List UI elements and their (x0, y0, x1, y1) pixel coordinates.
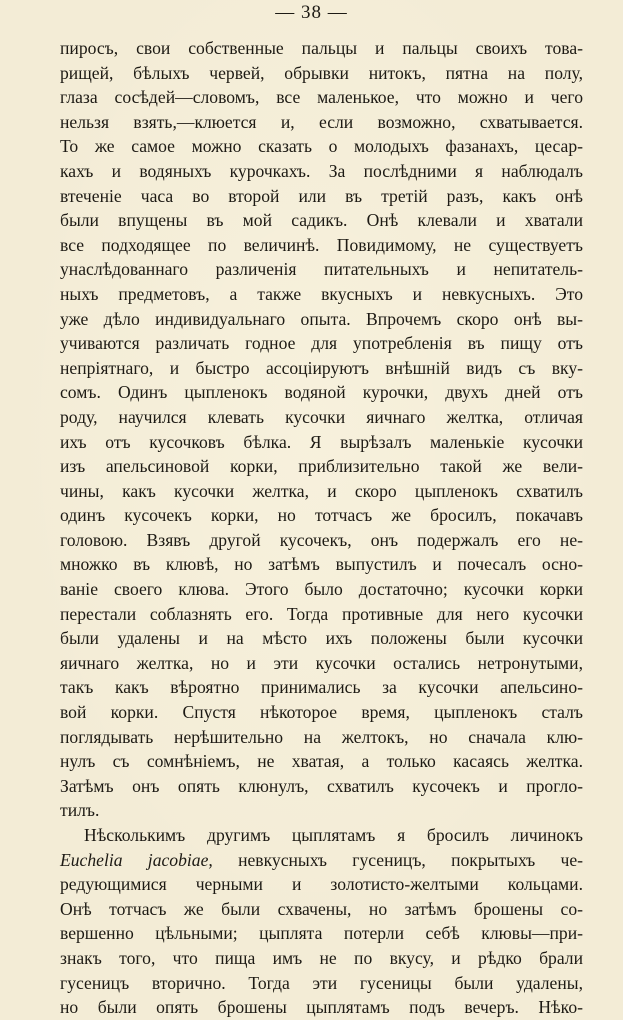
text-line: одинъ кусочекъ корки, но тотчасъ же бросилъ, покачавъ (60, 505, 583, 526)
text-line: были впущены въ мой садикъ. Онѣ клевали и хватали (60, 210, 583, 231)
species-line-rest: невкусныхъ гусеницъ, покрытыхъ че- (212, 849, 583, 870)
text-line: втеченіе часа во второй или въ третій разъ, какъ онѣ (60, 185, 583, 206)
text-line: рищей, бѣлыхъ червей, обрывки нитокъ, пятна на полу, (60, 62, 583, 83)
species-line (60, 848, 583, 873)
text-line: чины, какъ кусочки желтка, и скоро цыпленокъ схватилъ (60, 480, 583, 501)
text-line: уже дѣло индивидуальнаго опыта. Впрочемъ скоро онѣ вы- (60, 308, 583, 329)
text-line: То же самое можно сказать о молодыхъ фазанахъ, цесар- (60, 136, 583, 157)
text-line: ныхъ предметовъ, а также вкусныхъ и невкусныхъ. Это (60, 283, 583, 304)
text-line: непріятнаго, и быстро ассоціируютъ внѣшній видъ съ вку- (60, 357, 583, 378)
text-line: нулъ съ сомнѣніемъ, не хватая, а только касаясь желтка. (60, 751, 583, 772)
text-line: гусеницъ вторично. Тогда эти гусеницы были удалены, (60, 972, 583, 993)
text-line: глаза сосѣдей—словомъ, все маленькое, что можно и чего (60, 87, 583, 108)
text-line: кахъ и водяныхъ курочкахъ. За послѣдними я наблюдалъ (60, 160, 583, 181)
species-name: Euchelia jacobiae, (60, 849, 213, 870)
text-line: Затѣмъ онъ опять клюнулъ, схватилъ кусочекъ и прогло- (60, 775, 583, 796)
text-line: головою. Взявъ другой кусочекъ, онъ подержалъ его не- (60, 529, 583, 550)
text-line: нельзя взять,—клюется и, если возможно, схватывается. (60, 111, 583, 132)
text-line: пиросъ, свои собственные пальцы и пальцы своихъ това- (60, 38, 583, 58)
text-line: унаслѣдованнаго различенія питательныхъ и непитатель- (60, 259, 583, 280)
text-line: такъ какъ вѣроятно принимались за кусочки апельсино- (60, 677, 583, 698)
text-line: редующимися черными и золотисто-желтыми кольцами. (60, 874, 583, 895)
text-line: поглядывать нерѣшительно на желтокъ, но сначала клю- (60, 726, 583, 747)
text-line: ихъ отъ кусочковъ бѣлка. Я вырѣзалъ маленькіе кусочки (60, 431, 583, 452)
body-text (60, 36, 583, 1020)
text-line: вершенно цѣльными; цыплята потерли себѣ клювы—при- (60, 923, 583, 944)
text-line: роду, научился клевать кусочки яичнаго желтка, отличая (60, 406, 583, 427)
text-line: знакъ того, что пища имъ не по вкусу, и рѣдко брали (60, 947, 583, 968)
text-line: изъ апельсиновой корки, приблизительно такой же вели- (60, 456, 583, 477)
text-line: были удалены и на мѣсто ихъ положены были кусочки (60, 628, 583, 649)
text-line: тилъ. (60, 800, 100, 821)
text-line: Онѣ тотчасъ же были схвачены, но затѣмъ брошены со- (60, 898, 583, 919)
text-line: вой корки. Спустя нѣкоторое время, цыпленокъ сталъ (60, 702, 583, 723)
text-line: сомъ. Одинъ цыпленокъ водяной курочки, двухъ дней отъ (60, 382, 583, 403)
text-line: яичнаго желтка, но и эти кусочки остались нетронутыми, (60, 652, 583, 673)
text-line: ваніе своего клюва. Этого было достаточно; кусочки корки (60, 579, 583, 600)
paragraph-start-line: Нѣсколькимъ другимъ цыплятамъ я бросилъ личинокъ (84, 825, 583, 845)
text-line: но были опять брошены цыплятамъ подъ вечеръ. Нѣко- (60, 997, 583, 1018)
text-line: множко въ клювѣ, но затѣмъ выпустилъ и почесалъ осно- (60, 554, 583, 575)
text-line: учиваются различать годное для употребленія въ пищу отъ (60, 333, 583, 354)
text-line: перестали соблазнять его. Тогда противные для него кусочки (60, 603, 583, 624)
text-line: все подходящее по величинѣ. Повидимому, не существуетъ (60, 234, 583, 255)
page-number: — 38 — (275, 2, 348, 23)
